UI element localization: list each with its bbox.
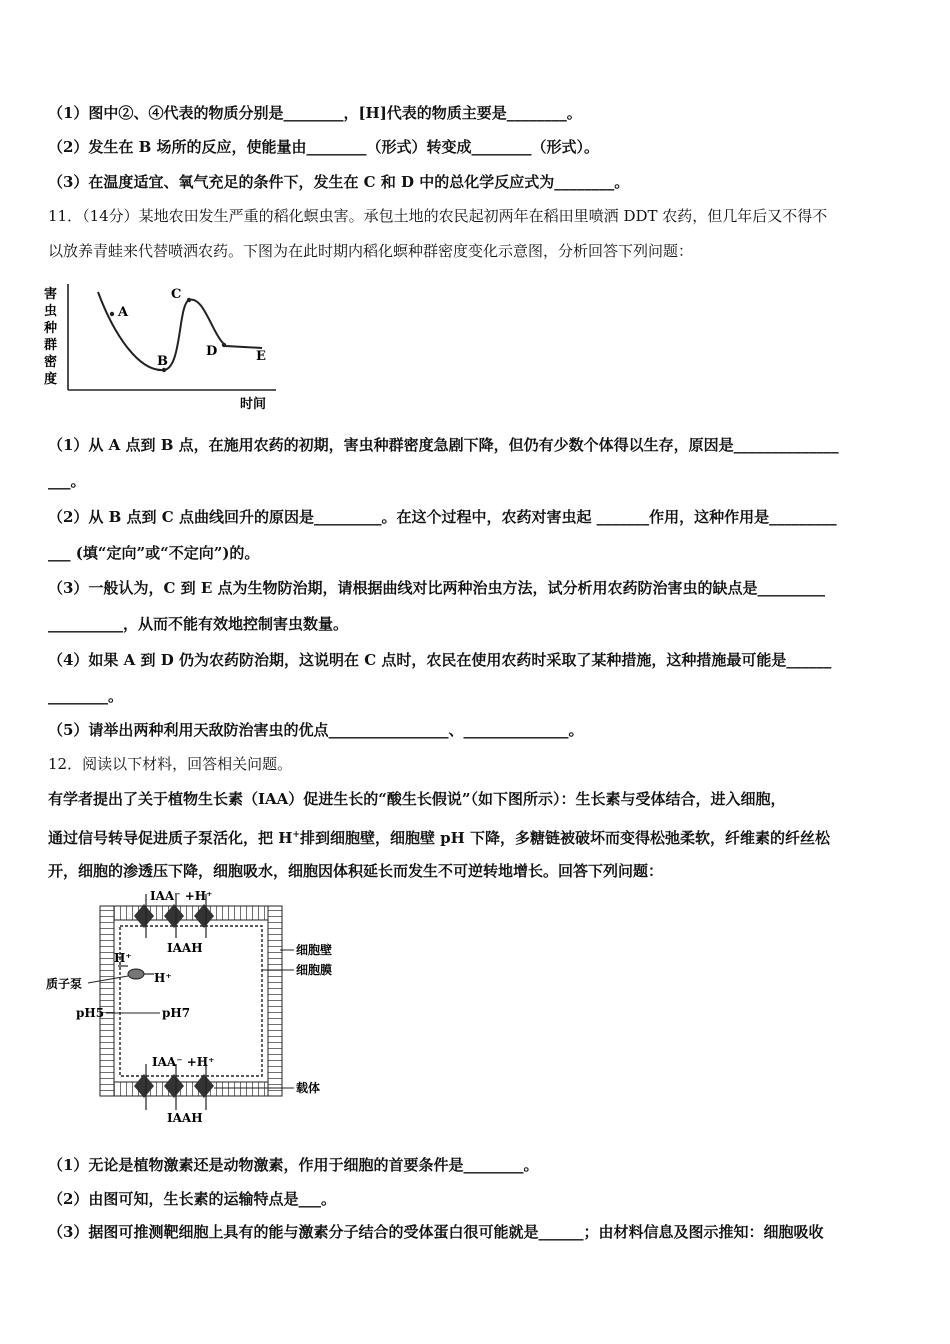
point-label-b: B — [157, 354, 168, 369]
ylabel-char: 密 — [44, 355, 58, 370]
carrier-label: 载体 — [296, 1081, 321, 1095]
density-curve — [98, 292, 262, 370]
point-label-e: E — [256, 349, 266, 364]
q10-sub3: （3）在温度适宜、氧气充足的条件下，发生在 C 和 D 中的总化学反应式为________。 — [48, 173, 630, 191]
point-c — [187, 298, 191, 302]
q12-material-line2-post: 排到细胞壁，细胞壁 pH 下降，多糖链被破坏而变得松弛柔软，纤维素的纤丝松 — [299, 829, 831, 847]
ylabel-char: 度 — [44, 372, 58, 387]
bottom-iaah-label: IAAH — [167, 1111, 203, 1125]
q12-material-line1: 有学者提出了关于植物生长素（IAA）促进生长的“酸生长假说”（如下图所示）：生长素与受体结合，进入细胞， — [48, 790, 786, 808]
pest-density-graph — [44, 280, 284, 415]
point-d — [222, 343, 226, 347]
h-in-label: H⁺ — [154, 971, 172, 985]
q11-sub2-line1: （2）从 B 点到 C 点曲线回升的原因是_________。在这个过程中，农药对害虫起 _______作用，这种作用是_________ — [48, 508, 837, 526]
point-label-a: A — [118, 305, 129, 320]
ph-in-label: pH7 — [162, 1006, 191, 1020]
top-ion-label: IAA⁻ +H⁺ — [150, 889, 213, 903]
q12-material-line2-sup: + — [292, 830, 300, 840]
q12-sub1: （1）无论是植物激素还是动物激素，作用于细胞的首要条件是________。 — [48, 1156, 539, 1174]
q11-stem-line1: 11．（14分）某地农田发生严重的稻化螟虫害。承包土地的农民起初两年在稻田里喷洒 DDT 农药，但几年后又不得不 — [48, 207, 828, 225]
q11-sub4-line2: ________。 — [48, 687, 124, 705]
q12-material-line3: 开，细胞的渗透压下降，细胞吸水，细胞因体积延长而发生不可逆转地增长。回答下列问题： — [48, 862, 664, 880]
q12-material-line2-pre: 通过信号转导促进质子泵活化，把 H — [48, 829, 293, 847]
ylabel-char: 虫 — [44, 304, 58, 319]
q12-sub3: （3）据图可推测靶细胞上具有的能与激素分子结合的受体蛋白很可能就是______；由材料信息及图示推知：细胞吸收 — [48, 1223, 824, 1241]
q11-sub2-line2: ___ (填“定向”或“不定向”)的。 — [48, 544, 260, 562]
q11-sub3-line1: （3）一般认为，C 到 E 点为生物防治期，请根据曲线对比两种治虫方法，试分析用农药防治害虫的缺点是_________ — [48, 579, 825, 597]
q11-sub1-line2: ___。 — [48, 472, 86, 490]
cell-membrane-label: 细胞膜 — [296, 963, 333, 977]
proton-pump — [128, 969, 144, 979]
ylabel-char: 群 — [44, 338, 58, 353]
q12-stem: 12．阅读以下材料，回答相关问题。 — [48, 755, 293, 773]
cell-wall-label: 细胞壁 — [296, 943, 333, 957]
pump-label: 质子泵 — [46, 977, 83, 991]
acid-growth-diagram — [42, 886, 362, 1126]
q11-sub3-line2: __________，从而不能有效地控制害虫数量。 — [48, 615, 349, 633]
point-label-c: C — [171, 287, 182, 302]
q12-sub2: （2）由图可知，生长素的运输特点是___。 — [48, 1190, 336, 1208]
h-out-label: H⁺ — [114, 951, 132, 965]
q12-material-line2 — [48, 825, 830, 848]
q10-sub1: （1）图中②、④代表的物质分别是________，[H]代表的物质主要是________。 — [48, 104, 582, 122]
q11-sub4-line1: （4）如果 A 到 D 仍为农药防治期，这说明在 C 点时，农民在使用农药时采取了某种措施，这种措施最可能是______ — [48, 651, 832, 669]
q11-sub1-line1: （1）从 A 点到 B 点，在施用农药的初期，害虫种群密度急剧下降，但仍有少数个体得以生存，原因是______________ — [48, 436, 839, 454]
bottom-ion-label: IAA⁻ +H⁺ — [152, 1055, 215, 1069]
q10-sub2: （2）发生在 B 场所的反应，使能量由________（形式）转变成________（形式）。 — [48, 138, 600, 156]
xlabel: 时间 — [240, 397, 267, 412]
top-iaah-label: IAAH — [167, 941, 203, 955]
ylabel-char: 害 — [44, 287, 58, 302]
point-label-d: D — [206, 344, 218, 359]
ph-out-label: pH5 — [76, 1006, 105, 1020]
ylabel-char: 种 — [44, 321, 58, 336]
q11-stem-line2: 以放养青蛙来代替喷洒农药。下图为在此时期内稻化螟种群密度变化示意图，分析回答下列问题： — [48, 242, 694, 260]
q11-sub5: （5）请举出两种利用天敌防治害虫的优点________________、______________。 — [48, 721, 584, 739]
point-a — [110, 312, 114, 316]
